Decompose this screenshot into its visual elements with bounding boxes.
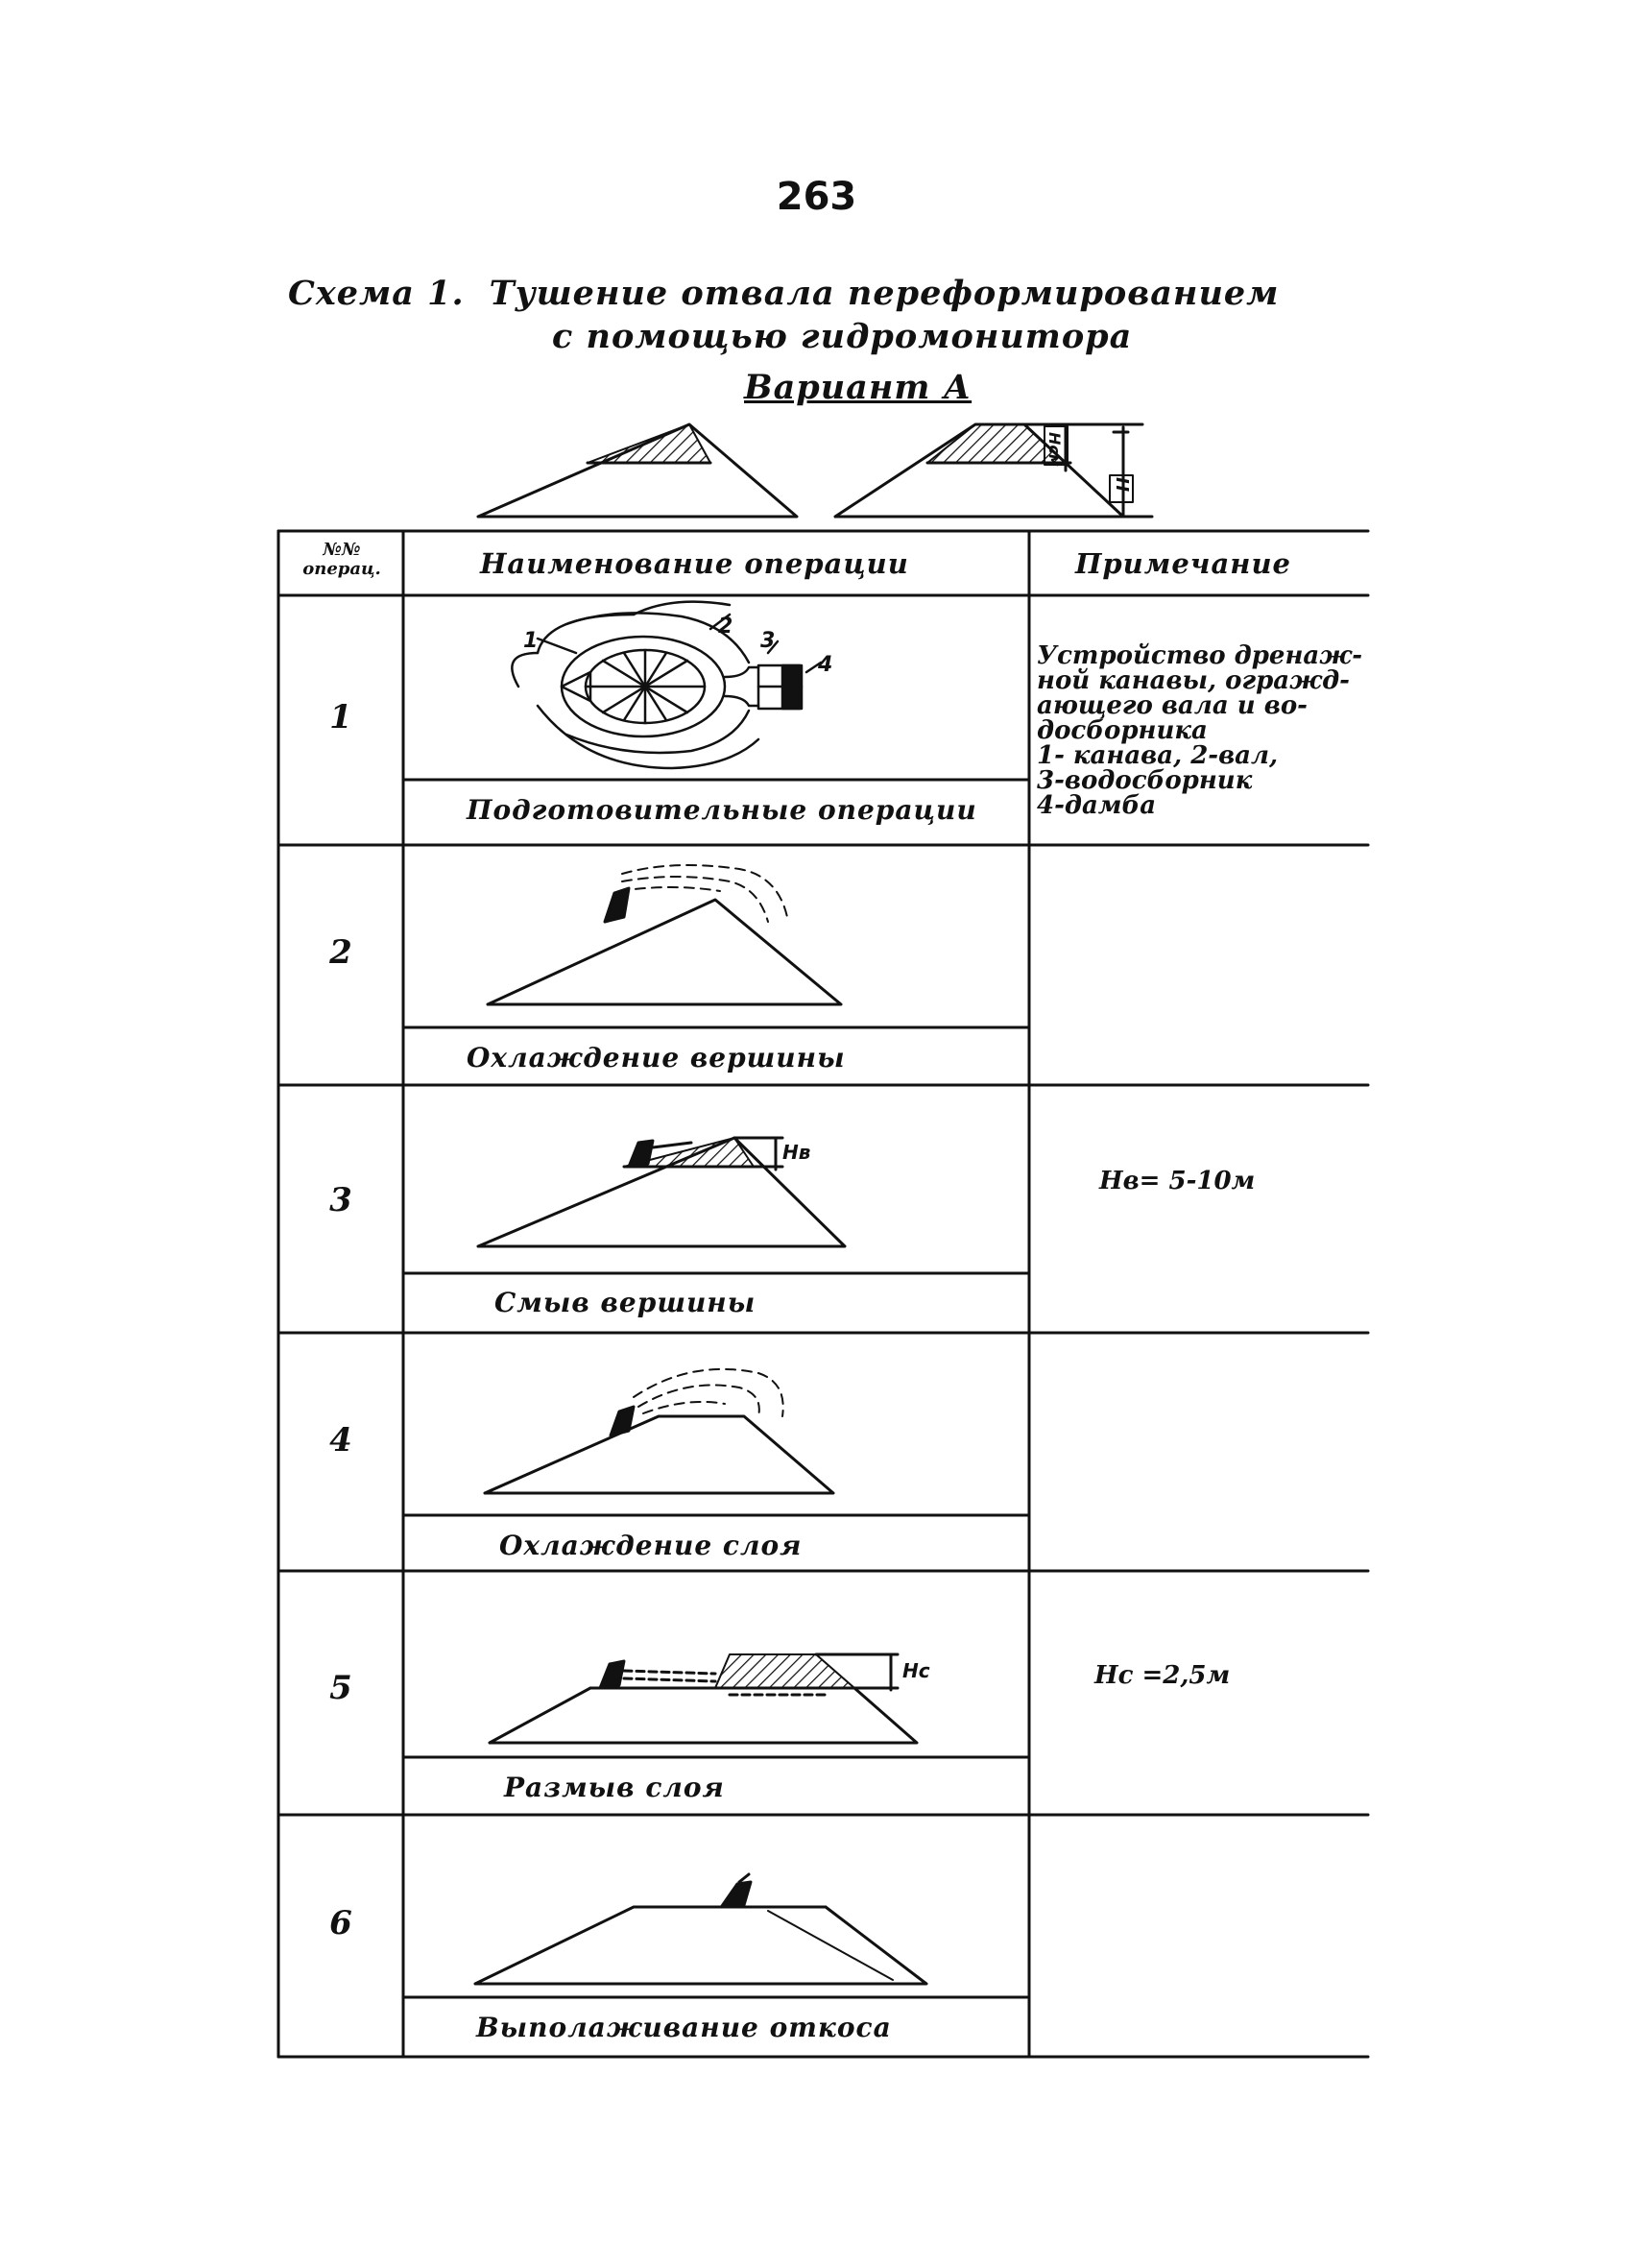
row1-number: 1 [329,698,352,736]
header-note: Примечание [1075,547,1291,580]
scheme-title-line1: Тушение отвала переформированием [489,274,1280,313]
row2-number: 2 [329,933,352,972]
scheme-title-line2: с помощью гидромонитора [552,317,1133,356]
row5-note: Hс =2,5м [1094,1661,1231,1690]
top-pile-diagram-left [478,424,797,517]
top-pile-diagram-right [835,424,1152,517]
page-number: 263 [776,175,857,219]
row1-diagram [512,602,821,768]
row1-note: Устройство дренаж- ной канавы, огражд- ающего вала и во- досборника 1- канава, 2-вал, 3-водосборник 4-дамба [1037,641,1363,820]
row5-label-hs: Hс [902,1659,930,1682]
row3-label-hv: Hв [782,1141,811,1164]
header-name: Наименование операции [480,547,909,580]
row6-diagram [475,1874,926,1984]
variant-label: Вариант А [744,368,973,407]
header-number: №№ операц. [302,540,381,579]
row3-caption: Смыв вершины [494,1287,756,1318]
row4-diagram [485,1369,833,1493]
row1-label-4: 4 [818,653,833,677]
row6-number: 6 [329,1904,352,1942]
row5-caption: Размыв слоя [504,1772,725,1803]
label-h-total: H [1112,477,1132,493]
label-h-small: Hсм [1045,432,1064,467]
row1-label-2: 2 [718,615,733,639]
row2-caption: Охлаждение вершины [467,1042,846,1074]
row1-label-3: 3 [760,629,776,653]
row5-diagram [490,1654,917,1743]
row1-caption: Подготовительные операции [467,794,977,826]
scheme-label: Схема 1. [288,274,465,313]
row4-caption: Охлаждение слоя [499,1530,803,1561]
row2-diagram [488,865,841,1004]
row3-note: Hв= 5-10м [1099,1167,1256,1195]
row1-label-1: 1 [523,629,539,653]
row6-caption: Выполаживание откоса [476,2012,892,2043]
row4-number: 4 [329,1421,352,1460]
row3-number: 3 [329,1181,352,1219]
row5-number: 5 [329,1669,352,1707]
